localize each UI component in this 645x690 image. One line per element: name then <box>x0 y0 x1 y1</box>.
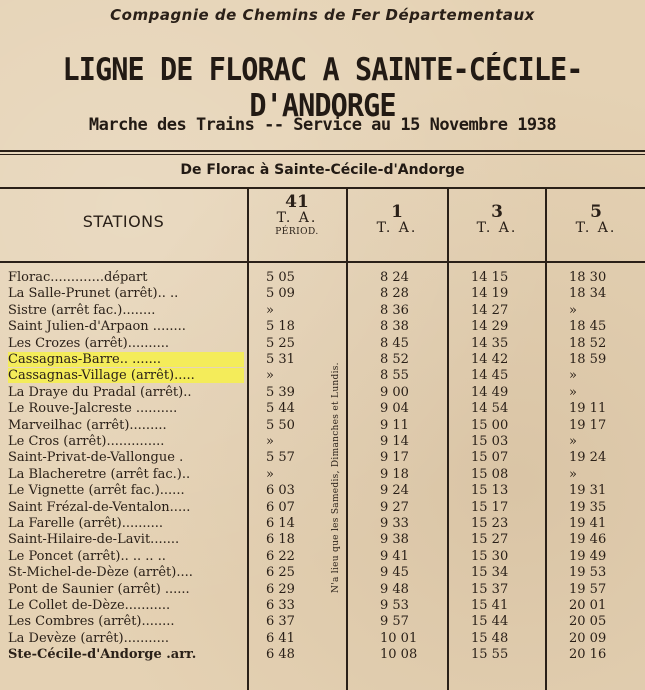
departure-time: 15 07 <box>471 450 509 466</box>
line-title: LIGNE DE FLORAC A SAINTE-CÉCILE-D'ANDORGE <box>62 52 583 124</box>
departure-time: 6 41 <box>266 630 295 646</box>
departure-time: 9 48 <box>380 581 409 597</box>
table-row <box>0 483 645 499</box>
departure-time: 15 08 <box>471 466 509 482</box>
departure-time: » <box>569 302 577 318</box>
departure-time: 15 37 <box>471 581 509 597</box>
departure-time: 9 17 <box>380 450 409 466</box>
table-row <box>0 500 645 516</box>
departure-time: 5 44 <box>266 401 295 417</box>
train-41-header <box>250 193 344 238</box>
departure-time: 15 48 <box>471 630 509 646</box>
train-3-header <box>450 203 544 236</box>
table-row <box>0 565 645 581</box>
departure-time: » <box>266 434 274 449</box>
departure-time: 20 16 <box>569 647 607 663</box>
departure-time: 9 45 <box>380 565 409 581</box>
departure-time: 20 09 <box>569 630 607 646</box>
departure-time: 6 37 <box>266 614 295 630</box>
departure-time: 19 31 <box>569 483 607 499</box>
departure-time: 5 57 <box>266 450 295 466</box>
departure-time: 15 13 <box>471 483 509 499</box>
station-name: La Blacheretre (arrêt fac.).. <box>8 466 191 482</box>
departure-time: 14 54 <box>471 401 509 417</box>
table-row <box>0 450 645 466</box>
train-number: 5 <box>590 202 602 222</box>
departure-time: 19 24 <box>569 450 607 466</box>
station-name: Sistre (arrêt fac.)........ <box>8 302 156 318</box>
departure-time: 19 17 <box>569 417 607 433</box>
departure-time: 5 09 <box>266 286 295 302</box>
departure-time: 14 35 <box>471 335 509 351</box>
departure-time: 15 27 <box>471 532 509 548</box>
table-row <box>0 270 645 286</box>
table-row <box>0 434 645 450</box>
departure-time: 20 05 <box>569 614 607 630</box>
departure-time: 6 18 <box>266 532 295 548</box>
departure-time: 9 33 <box>380 516 409 531</box>
table-row <box>0 385 645 401</box>
departure-time: 9 18 <box>380 466 409 482</box>
station-name: La Salle-Prunet (arrêt).. .. <box>8 286 179 302</box>
departure-time: 14 29 <box>471 319 509 335</box>
company-name: Compagnie de Chemins de Fer Départementaux <box>110 6 535 24</box>
departure-time: 10 01 <box>380 630 418 646</box>
departure-time: 18 45 <box>569 319 607 335</box>
departure-time: 9 24 <box>380 483 409 499</box>
departure-time: 10 08 <box>380 647 418 663</box>
table-row <box>0 598 645 614</box>
departure-time: 8 45 <box>380 335 409 351</box>
station-name: La Draye du Pradal (arrêt).. <box>8 384 192 400</box>
station-name: Le Vignette (arrêt fac.)...... <box>8 483 185 499</box>
departure-time: » <box>266 302 274 318</box>
table-row <box>0 647 645 663</box>
departure-time: 15 17 <box>471 499 509 515</box>
departure-time: 9 27 <box>380 499 409 515</box>
station-name: Marveilhac (arrêt)......... <box>8 417 167 433</box>
header-rule-thin <box>0 154 645 155</box>
table-row <box>0 631 645 647</box>
departure-time: 6 33 <box>266 598 295 613</box>
train-type: T. A. <box>376 220 418 236</box>
departure-time: 8 36 <box>380 302 409 318</box>
departure-time: 18 30 <box>569 270 607 285</box>
departure-time: 9 00 <box>380 384 409 400</box>
station-name: Ste-Cécile-d'Andorge .arr. <box>8 647 197 663</box>
departure-time: 19 49 <box>569 548 607 564</box>
table-row <box>0 352 645 368</box>
departure-time: 9 57 <box>380 614 409 630</box>
station-name: Le Collet de-Dèze........... <box>8 598 171 613</box>
table-row <box>0 368 645 384</box>
station-name: Pont de Saunier (arrêt) ...... <box>8 581 190 597</box>
departure-time: 6 07 <box>266 499 295 515</box>
station-name: Florac.............départ <box>8 270 148 285</box>
departure-time: 5 50 <box>266 417 295 433</box>
station-name: Saint Julien-d'Arpaon ........ <box>8 319 186 335</box>
table-row <box>0 582 645 598</box>
station-name: La Farelle (arrêt).......... <box>8 516 164 531</box>
station-name: Le Rouve-Jalcreste .......... <box>8 401 178 417</box>
departure-time: 14 49 <box>471 384 509 400</box>
station-name: Les Crozes (arrêt).......... <box>8 335 170 351</box>
departure-time: 8 55 <box>380 368 409 384</box>
departure-time: 5 18 <box>266 319 295 335</box>
table-row <box>0 614 645 630</box>
departure-time: 18 52 <box>569 335 607 351</box>
departure-time: 8 28 <box>380 286 409 302</box>
departure-time: 14 19 <box>471 286 509 302</box>
departure-time: 9 53 <box>380 598 409 613</box>
table-row <box>0 401 645 417</box>
departure-time: 14 42 <box>471 352 509 367</box>
departure-time: 14 45 <box>471 368 509 384</box>
table-row <box>0 303 645 319</box>
departure-time: 20 01 <box>569 598 607 613</box>
station-name: Saint-Privat-de-Vallongue . <box>8 450 184 466</box>
departure-time: » <box>569 434 577 449</box>
table-row <box>0 418 645 434</box>
departure-time: 8 24 <box>380 270 409 285</box>
departure-time: 15 00 <box>471 417 509 433</box>
departure-time: 8 38 <box>380 319 409 335</box>
station-name: Le Poncet (arrêt).. .. .. .. <box>8 548 166 564</box>
table-header-rule <box>0 261 645 263</box>
train-number: 1 <box>391 202 403 222</box>
table-row <box>0 516 645 532</box>
departure-time: 19 41 <box>569 516 607 531</box>
table-row <box>0 319 645 335</box>
departure-time: 6 48 <box>266 647 295 663</box>
departure-time: 6 29 <box>266 581 295 597</box>
departure-time: » <box>569 368 577 384</box>
station-name: Le Cros (arrêt).............. <box>8 434 165 449</box>
departure-time: 15 41 <box>471 598 509 613</box>
departure-time: 15 55 <box>471 647 509 663</box>
header-rule <box>0 150 645 152</box>
departure-time: 19 35 <box>569 499 607 515</box>
train-type: T. A. <box>276 210 318 226</box>
departure-time: 15 23 <box>471 516 509 531</box>
train-41-footnote: N'a lieu que les Samedis, Dimanches et Lundis. <box>331 362 341 593</box>
station-name: Les Combres (arrêt)........ <box>8 614 175 630</box>
departure-time: » <box>266 466 274 482</box>
departure-time: 9 11 <box>380 417 409 433</box>
service-subtitle: Marche des Trains -- Service au 15 Novembre 1938 <box>88 115 557 135</box>
stations-header: STATIONS <box>82 212 165 231</box>
departure-time: 19 46 <box>569 532 607 548</box>
departure-time: 6 25 <box>266 565 295 581</box>
departure-time: 15 03 <box>471 434 509 449</box>
table-row <box>0 286 645 302</box>
table-row <box>0 467 645 483</box>
station-name: Saint Frézal-de-Ventalon..... <box>8 499 191 515</box>
departure-time: 6 03 <box>266 483 295 499</box>
departure-time: 15 30 <box>471 548 509 564</box>
departure-time: » <box>569 384 577 400</box>
departure-time: 18 34 <box>569 286 607 302</box>
table-row <box>0 549 645 565</box>
departure-time: 6 14 <box>266 516 295 531</box>
departure-time: 9 38 <box>380 532 409 548</box>
departure-time: 5 25 <box>266 335 295 351</box>
train-note: PÉRIOD. <box>275 227 319 237</box>
departure-time: 18 59 <box>569 352 607 367</box>
departure-time: 8 52 <box>380 352 409 367</box>
train-1-header <box>349 203 445 236</box>
station-name: Cassagnas-Village (arrêt)..... <box>8 368 244 383</box>
departure-time: 9 04 <box>380 401 409 417</box>
table-row <box>0 336 645 352</box>
train-number: 41 <box>285 192 309 212</box>
departure-time: 5 05 <box>266 270 295 285</box>
departure-time: 9 14 <box>380 434 409 449</box>
departure-time: 14 27 <box>471 302 509 318</box>
station-name: Saint-Hilaire-de-Lavit....... <box>8 532 180 548</box>
departure-time: » <box>266 368 274 384</box>
departure-time: 9 41 <box>380 548 409 564</box>
station-name: La Devèze (arrêt)........... <box>8 630 170 646</box>
train-number: 3 <box>491 202 503 222</box>
departure-time: 5 31 <box>266 352 295 367</box>
departure-time: 5 39 <box>266 384 295 400</box>
departure-time: 19 53 <box>569 565 607 581</box>
departure-time: 15 34 <box>471 565 509 581</box>
table-row <box>0 532 645 548</box>
train-type: T. A. <box>476 220 518 236</box>
departure-time: 19 57 <box>569 581 607 597</box>
departure-time: » <box>569 466 577 482</box>
departure-time: 19 11 <box>569 401 607 417</box>
section-title: De Florac à Sainte-Cécile-d'Andorge <box>180 162 465 178</box>
station-name: Cassagnas-Barre.. ....... <box>8 352 244 367</box>
station-name: St-Michel-de-Dèze (arrêt).... <box>8 565 193 581</box>
departure-time: 15 44 <box>471 614 509 630</box>
departure-time: 14 15 <box>471 270 509 285</box>
train-type: T. A. <box>575 220 617 236</box>
table-top-rule <box>0 187 645 189</box>
departure-time: 6 22 <box>266 548 295 564</box>
train-5-header <box>548 203 644 236</box>
